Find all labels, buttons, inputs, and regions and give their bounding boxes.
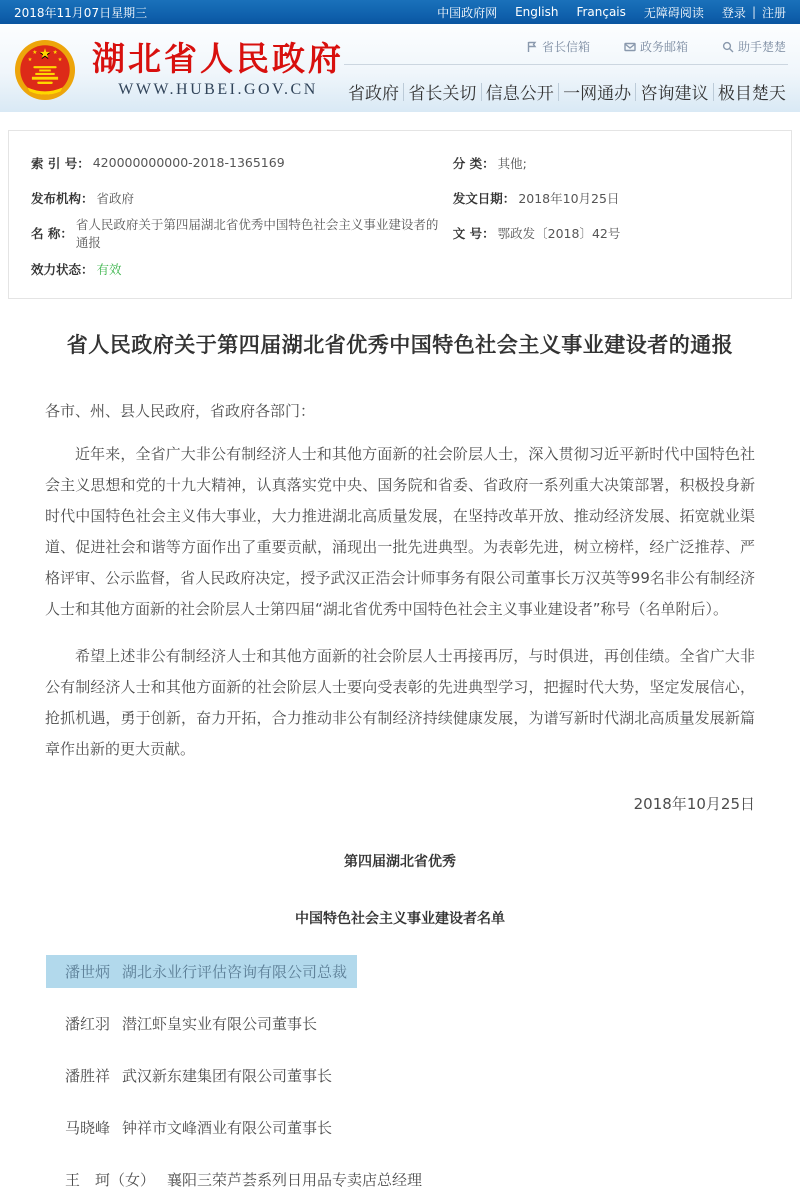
site-url: WWW.HUBEI.GOV.CN (118, 81, 318, 99)
gov-mail-link[interactable] (624, 38, 688, 55)
list-item[interactable] (65, 1008, 755, 1038)
nav-item-provincial-gov[interactable]: 省政府 (348, 84, 399, 104)
honoree-name: 潘胜祥 (65, 1066, 111, 1085)
honoree-org: 襄阳三荣芦荟系列日用品专卖店总经理 (167, 1170, 423, 1189)
nav-divider (713, 83, 714, 101)
index-number-value: 420000000000-2018-1365169 (92, 155, 285, 170)
salutation: 各市、州、县人民政府，省政府各部门： (45, 402, 316, 420)
nav-divider (558, 83, 559, 101)
nav-item-info-disclosure[interactable]: 信息公开 (485, 84, 554, 104)
honoree-name: 潘红羽 (65, 1014, 111, 1033)
paragraph: 希望上述非公有制经济人士和其他方面新的社会阶层人士再接再厉，与时俱进，再创佳绩。全省广大非公有制经济人士和其他方面新的社会阶层人士要向受表彰的先进典型学习，把握时代大势，坚定发展信心，抢抓机遇，勇于创新，奋力开拓，合力推动非公有制经济持续健康发展，为谱写新时代湖北高质量发展新篇章作出新的更大贡献。 (45, 647, 755, 758)
header-right (344, 24, 788, 112)
nav-divider (403, 83, 404, 101)
list-item[interactable] (65, 1060, 755, 1090)
honoree-name: 马晓峰 (65, 1118, 111, 1137)
quick-link-label: 省长信箱 (541, 40, 590, 54)
nav-item-one-network[interactable]: 一网通办 (563, 84, 632, 104)
doc-name-label: 名 称： (31, 226, 73, 241)
honoree-name: 王 珂（女） (65, 1170, 156, 1189)
meta-row-index (31, 145, 771, 180)
topbar-links (437, 4, 786, 21)
topbar-auth (722, 4, 786, 21)
brand-text (92, 38, 344, 99)
site-brand[interactable] (14, 24, 344, 112)
topbar-link-francais[interactable]: Français (576, 5, 626, 19)
list-item[interactable] (65, 1112, 755, 1142)
nav-item-governor-concerns[interactable]: 省长关切 (408, 84, 477, 104)
doc-number-value: 鄂政发〔2018〕42号 (497, 226, 621, 241)
topbar-link-english[interactable]: English (515, 5, 559, 19)
paragraph: 近年来，全省广大非公有制经济人士和其他方面新的社会阶层人士，深入贯彻习近平新时代中国特色社会主义思想和党的十九大精神，认真落实党中央、国务院和省委、省政府一系列重大决策部署，积极投身新时代中国特色社会主义伟大事业，大力推进湖北高质量发展，在坚持改革开放、推动经济发展、拓宽就业渠道、促进社会和谐等方面作出了重要贡献，涌现出一批先进典型。为表彰先进，树立榜样，经广泛推荐、严格评审、公示监督，省人民政府决定，授予武汉正浩会计师事务有限公司董事长万汉英等99名非公有制经济人士和其他方面新的社会阶层人士第四届“湖北省优秀中国特色社会主义事业建设者”称号（名单附后）。 (45, 445, 755, 618)
register-link[interactable]: 注册 (761, 5, 786, 20)
topbar-link-accessibility[interactable]: 无障碍阅读 (643, 5, 704, 20)
doc-name-value: 省人民政府关于第四届湖北省优秀中国特色社会主义事业建设者的通报 (75, 217, 439, 250)
honoree-name: 潘世炳 (65, 962, 111, 981)
auth-divider: | (751, 5, 756, 19)
honoree-org: 钟祥市文峰酒业有限公司董事长 (122, 1118, 333, 1137)
main-nav (344, 65, 788, 104)
category-value: 其他; (497, 155, 527, 171)
mail-icon (624, 41, 636, 53)
quick-links (344, 32, 788, 65)
nav-divider (481, 83, 482, 101)
topbar-date: 2018年11月07日星期三 (14, 5, 148, 20)
document-body (0, 399, 800, 1194)
topbar (0, 0, 800, 24)
site-name: 湖北省人民政府 (92, 38, 344, 78)
governor-mailbox-link[interactable] (526, 38, 590, 55)
quick-link-label: 助手楚楚 (737, 40, 786, 54)
login-link[interactable]: 登录 (721, 5, 746, 20)
nav-item-jimu-chutian[interactable]: 极目楚天 (717, 84, 786, 104)
issue-date-label: 发文日期： (452, 190, 516, 206)
search-icon (722, 41, 734, 53)
topbar-link-gov-cn[interactable]: 中国政府网 (437, 5, 498, 20)
site-header (0, 24, 800, 112)
document-date: 2018年10月25日 (633, 795, 755, 813)
nav-divider (635, 83, 636, 101)
quick-link-label: 政务邮箱 (639, 40, 688, 54)
validity-status-value: 有效 (96, 261, 122, 277)
assistant-chuchu-link[interactable] (722, 38, 786, 55)
honoree-list (65, 956, 755, 1194)
honoree-org: 武汉新东建集团有限公司董事长 (122, 1066, 333, 1085)
issuing-agency-value: 省政府 (96, 190, 135, 206)
flag-icon (526, 41, 538, 53)
national-emblem-icon (14, 39, 76, 101)
list-item[interactable] (65, 1164, 755, 1194)
list-heading-line2: 中国特色社会主义事业建设者名单 (295, 911, 505, 927)
list-item[interactable] (65, 956, 755, 986)
list-heading-line1: 第四届湖北省优秀 (344, 854, 456, 870)
validity-status-label: 效力状态： (31, 261, 94, 277)
honoree-org: 潜江虾皇实业有限公司董事长 (122, 1014, 318, 1033)
document-metadata (8, 130, 792, 299)
nav-item-consult[interactable]: 咨询建议 (640, 84, 709, 104)
issuing-agency-label: 发布机构： (31, 190, 94, 206)
meta-row-status (31, 251, 771, 286)
document-title: 省人民政府关于第四届湖北省优秀中国特色社会主义事业建设者的通报 (66, 333, 734, 357)
meta-row-title (31, 215, 771, 251)
doc-number-label: 文 号： (452, 226, 495, 241)
meta-row-issuer (31, 180, 771, 215)
issue-date-value: 2018年10月25日 (518, 190, 620, 206)
honoree-org: 湖北永业行评估咨询有限公司总裁 (122, 962, 348, 981)
category-label: 分 类： (452, 155, 495, 171)
index-number-label: 索 引 号： (31, 155, 90, 171)
